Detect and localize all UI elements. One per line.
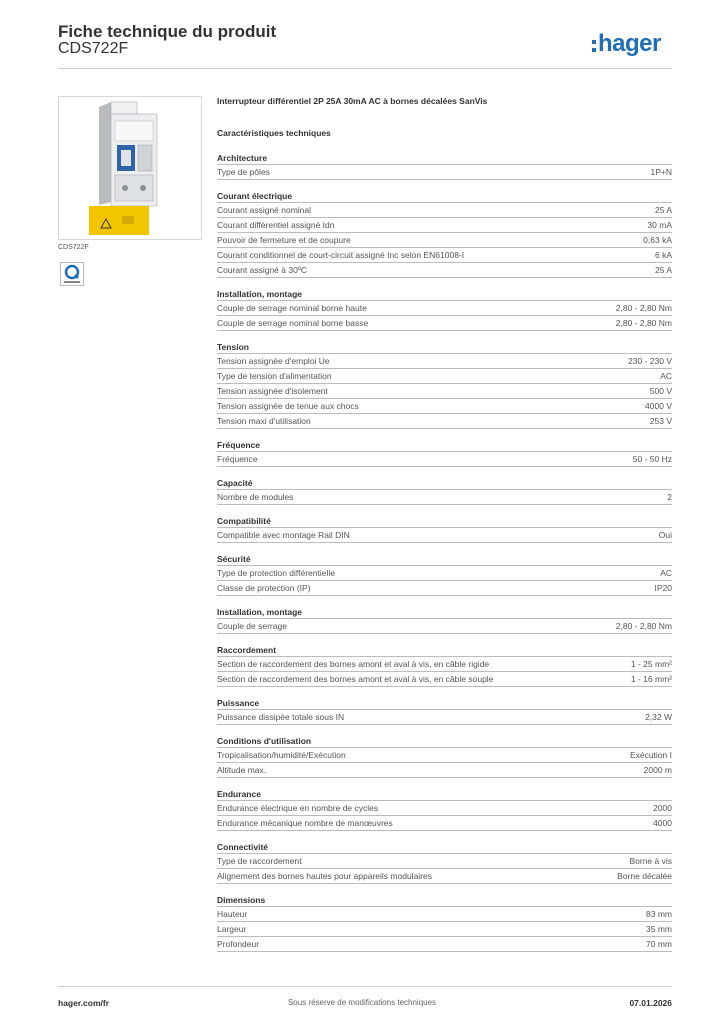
spec-value: 1 - 16 mm²	[630, 674, 672, 684]
spec-value: 70 mm	[646, 939, 672, 949]
spec-value: 35 mm	[646, 924, 672, 934]
spec-row	[217, 816, 672, 831]
product-code: CDS722F	[58, 40, 129, 57]
spec-section	[217, 841, 672, 884]
spec-row	[217, 369, 672, 384]
spec-label: Puissance dissipée totale sous IN	[217, 712, 345, 722]
footer-divider	[58, 986, 672, 987]
spec-label: Endurance électrique en nombre de cycles	[217, 803, 379, 813]
spec-row	[217, 233, 672, 248]
spec-label: Type de tension d'alimentation	[217, 371, 332, 381]
section-title: Dimensions	[217, 894, 672, 907]
spec-row	[217, 922, 672, 937]
spec-label: Couple de serrage	[217, 621, 287, 631]
spec-value: 83 mm	[646, 909, 672, 919]
spec-value: 500 V	[649, 386, 672, 396]
spec-label: Hauteur	[217, 909, 248, 919]
section-title: Fréquence	[217, 439, 672, 452]
spec-label: Couple de serrage nominal borne basse	[217, 318, 369, 328]
section-title: Connectivité	[217, 841, 672, 854]
spec-value: 25 A	[654, 265, 672, 275]
spec-row	[217, 710, 672, 725]
spec-label: Courant différentiel assigné Idn	[217, 220, 335, 230]
spec-section	[217, 190, 672, 278]
spec-value: 2,80 - 2,80 Nm	[615, 621, 672, 631]
spec-row	[217, 869, 672, 884]
spec-value: 4000	[653, 818, 672, 828]
spec-row	[217, 263, 672, 278]
section-title: Architecture	[217, 152, 672, 165]
spec-value: 1P+N	[650, 167, 672, 177]
spec-value: 2000	[653, 803, 672, 813]
spec-row	[217, 619, 672, 634]
spec-value: 2	[667, 492, 672, 502]
spec-label: Tension assignée de tenue aux chocs	[217, 401, 359, 411]
spec-section	[217, 288, 672, 331]
spec-section	[217, 788, 672, 831]
section-title: Raccordement	[217, 644, 672, 657]
spec-value: AC	[660, 371, 672, 381]
spec-label: Courant assigné nominal	[217, 205, 312, 215]
spec-section	[217, 553, 672, 596]
footer-website-link[interactable]: hager.com/fr	[58, 998, 110, 1008]
spec-value: Borne décalée	[617, 871, 672, 881]
spec-label: Profondeur	[217, 939, 260, 949]
spec-label: Tension assignée d'isolement	[217, 386, 328, 396]
spec-section	[217, 152, 672, 180]
spec-value: 25 A	[654, 205, 672, 215]
spec-value: 253 V	[649, 416, 672, 426]
spec-section	[217, 644, 672, 687]
product-image-caption: CDS722F	[58, 244, 89, 251]
spec-value: Exécution I	[629, 750, 672, 760]
spec-value: AC	[660, 568, 672, 578]
footer-date: 07.01.2026	[629, 998, 672, 1008]
spec-label: Compatible avec montage Rail DIN	[217, 530, 350, 540]
spec-row	[217, 452, 672, 467]
spec-label: Tropicalisation/humidité/Exécution	[217, 750, 346, 760]
section-title: Endurance	[217, 788, 672, 801]
spec-row	[217, 384, 672, 399]
spec-row	[217, 301, 672, 316]
spec-section	[217, 735, 672, 778]
section-title: Compatibilité	[217, 515, 672, 528]
spec-label: Couple de serrage nominal borne haute	[217, 303, 367, 313]
spec-row	[217, 854, 672, 869]
spec-value: 1 - 25 mm²	[630, 659, 672, 669]
logo-dots-icon	[592, 40, 596, 52]
spec-label: Endurance mécanique nombre de manœuvres	[217, 818, 393, 828]
spec-value: Oui	[658, 530, 672, 540]
spec-row	[217, 248, 672, 263]
spec-row	[217, 354, 672, 369]
spec-section	[217, 341, 672, 429]
spec-value: 50 - 50 Hz	[632, 454, 672, 464]
spec-row	[217, 399, 672, 414]
spec-value: 4000 V	[645, 401, 672, 411]
spec-row	[217, 748, 672, 763]
section-title: Tension	[217, 341, 672, 354]
spec-value: 230 - 230 V	[628, 356, 672, 366]
product-image	[58, 96, 202, 240]
section-title: Conditions d'utilisation	[217, 735, 672, 748]
spec-row	[217, 657, 672, 672]
section-title: Sécurité	[217, 553, 672, 566]
spec-label: Nombre de modules	[217, 492, 294, 502]
spec-value: 2,80 - 2,80 Nm	[615, 318, 672, 328]
spec-row	[217, 316, 672, 331]
section-title: Capacité	[217, 477, 672, 490]
section-title: Installation, montage	[217, 288, 672, 301]
spec-label: Largeur	[217, 924, 247, 934]
spec-row	[217, 566, 672, 581]
spec-row	[217, 763, 672, 778]
spec-row	[217, 581, 672, 596]
logo-text: hager	[598, 30, 661, 57]
spec-section	[217, 439, 672, 467]
spec-label: Courant assigné à 30ºC	[217, 265, 308, 275]
spec-label: Pouvoir de fermeture et de coupure	[217, 235, 351, 245]
spec-row	[217, 907, 672, 922]
spec-value: Borne à vis	[629, 856, 672, 866]
spec-value: 6 kA	[654, 250, 672, 260]
spec-row	[217, 528, 672, 543]
spec-row	[217, 218, 672, 233]
quality-certification-icon	[60, 262, 84, 286]
spec-row	[217, 801, 672, 816]
spec-label: Type de protection différentielle	[217, 568, 335, 578]
spec-value: 2000 m	[643, 765, 672, 775]
section-title: Installation, montage	[217, 606, 672, 619]
spec-section	[217, 894, 672, 952]
spec-label: Section de raccordement des bornes amont et aval à vis, en câble souple	[217, 674, 494, 684]
spec-value: IP20	[654, 583, 672, 593]
footer-note: Sous réserve de modifications techniques	[287, 998, 437, 1007]
spec-row	[217, 937, 672, 952]
main-content	[217, 96, 672, 962]
spec-value: 2,80 - 2,80 Nm	[615, 303, 672, 313]
spec-label: Altitude max.	[217, 765, 267, 775]
product-title: Interrupteur différentiel 2P 25A 30mA AC à bornes décalées SanVis	[217, 96, 488, 106]
spec-label: Fréquence	[217, 454, 258, 464]
spec-label: Courant conditionnel de court-circuit assigné Inc selon EN61008-I	[217, 250, 465, 260]
spec-label: Section de raccordement des bornes amont et aval à vis, en câble rigide	[217, 659, 490, 669]
characteristics-sections	[217, 152, 672, 952]
circuit-breaker-illustration	[59, 97, 201, 239]
section-title: Courant électrique	[217, 190, 672, 203]
spec-row	[217, 672, 672, 687]
page-title: Fiche technique du produit	[58, 22, 277, 41]
spec-label: Type de raccordement	[217, 856, 302, 866]
spec-section	[217, 515, 672, 543]
spec-row	[217, 165, 672, 180]
technical-characteristics-title: Caractéristiques techniques	[217, 128, 331, 138]
spec-value: 0,63 kA	[643, 235, 672, 245]
spec-section	[217, 606, 672, 634]
spec-label: Alignement des bornes hautes pour appareils modulaires	[217, 871, 432, 881]
spec-value: 2,32 W	[645, 712, 672, 722]
spec-section	[217, 477, 672, 505]
spec-row	[217, 203, 672, 218]
header-divider	[58, 68, 672, 69]
section-title: Puissance	[217, 697, 672, 710]
spec-label: Tension assignée d'emploi Ue	[217, 356, 330, 366]
hager-logo[interactable]	[592, 30, 661, 58]
spec-label: Classe de protection (IP)	[217, 583, 311, 593]
spec-row	[217, 414, 672, 429]
spec-section	[217, 697, 672, 725]
spec-value: 30 mA	[647, 220, 672, 230]
spec-label: Tension maxi d'utilisation	[217, 416, 311, 426]
spec-row	[217, 490, 672, 505]
spec-label: Type de pôles	[217, 167, 270, 177]
